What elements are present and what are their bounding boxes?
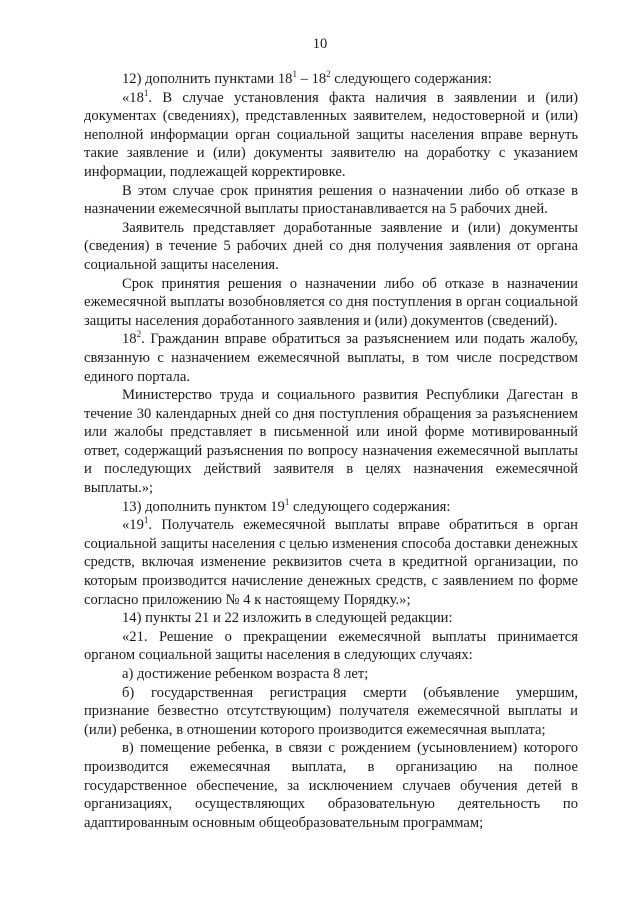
paragraph-18-1: «$18^1$. В случае установления факта наличия в заявлении и (или) документах (сведениях), представленных заявителем, недостоверной и (или) неполной информации орган социальной защиты населения вправе вернуть такие заявление и (или) документы заявителю на доработку с указанием информации, подлежащей корректировке. — [84, 87, 578, 180]
paragraph-resumption: Срок принятия решения о назначении либо об отказе в назначении ежемесячной выплаты возобновляется со дня поступления в орган социальной защиты населения доработанного заявления и (или) документов (сведений). — [84, 275, 578, 329]
paragraph-item-12: 12) дополнить пунктами $18^1 - 18^2$ следующего содержания: — [122, 69, 492, 87]
paragraph-19-1: «$19^1$. Получатель ежемесячной выплаты вправе обратиться в орган социальной защиты населения с целью изменения способа доставки денежных средств, включая изменение реквизитов счета в кредитной организации, по которым производится начисление денежных средств, с заявлением по форме согласно приложению № 4 к настоящему Порядку.»; — [84, 515, 578, 608]
paragraph-21-a: а) достижение ребенком возраста 8 лет; — [122, 666, 369, 682]
paragraph-21: «21. Решение о прекращении ежемесячной выплаты принимается органом социальной защиты населения в следующих случаях: — [84, 628, 578, 664]
page-number: 10 — [312, 36, 328, 52]
paragraph-item-13: 13) дополнить пунктом $19^1$ следующего содержания: — [122, 496, 451, 515]
paragraph-resubmission: Заявитель представляет доработанные заявление и (или) документы (сведения) в течение 5 рабочих дней со дня получения заявления от органа социальной защиты населения. — [84, 219, 578, 273]
paragraph-suspension: В этом случае срок принятия решения о назначении либо об отказе в назначении ежемесячной выплаты приостанавливается на 5 рабочих дней. — [84, 182, 578, 218]
paragraph-21-b: б) государственная регистрация смерти (объявление умершим, признание безвестно отсутствующим) получателя ежемесячной выплаты и (или) ребенка, в отношении которого производится ежемесячная выплата; — [84, 684, 578, 738]
paragraph-ministry-response: Министерство труда и социального развития Республики Дагестан в течение 30 календарных дней со дня поступления обращения за разъяснением или жалобы представляет в письменной или иной форме мотивированный ответ, содержащий разъяснения по вопросу назначения ежемесячной выплаты и последующих действий заявителя в целях назначения ежемесячной выплаты.»; — [84, 387, 578, 497]
paragraph-21-v: в) помещение ребенка, в связи с рождением (усыновлением) которого производится ежемесячная выплата, в организацию на полное государственное обеспечение, за исключением случаев обучения детей в организациях, осуществляющих образовательную деятельность по адаптированным основным общеобразовательным программам; — [84, 740, 578, 831]
document-body — [84, 70, 578, 832]
paragraph-18-2: $18^2$. Гражданин вправе обратиться за разъяснением или подать жалобу, связанную с назначением ежемесячной выплаты, в том числе посредством единого портала. — [84, 329, 578, 385]
paragraph-item-14: 14) пункты 21 и 22 изложить в следующей редакции: — [122, 610, 453, 627]
